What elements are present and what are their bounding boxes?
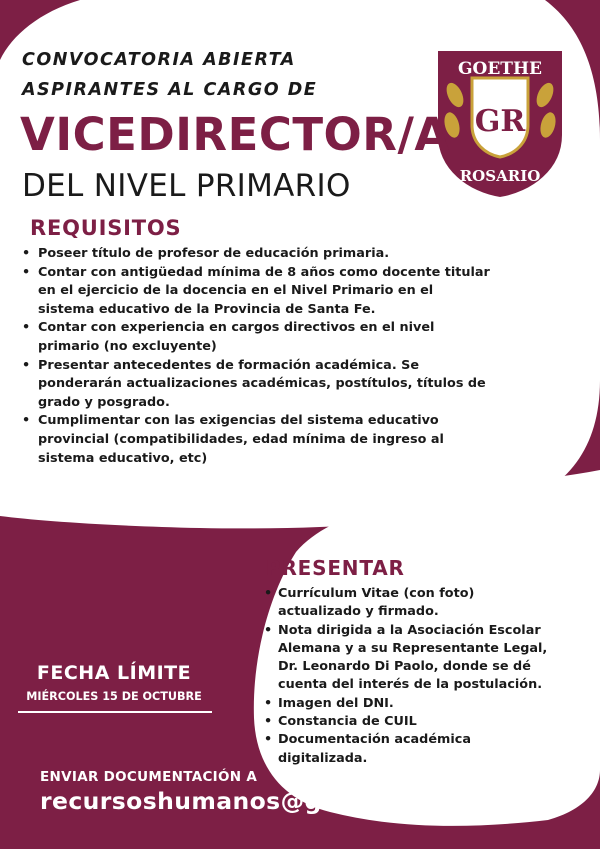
list-item: • Constancia de CUIL: [262, 713, 552, 731]
call-heading-line2: ASPIRANTES AL CARGO DE: [22, 80, 318, 100]
list-item: • Presentar antecedentes de formación académica. Se ponderarán actualizaciones académicas, postítulos, títulos de grado y posgrado.: [20, 357, 490, 413]
deadline-heading: FECHA LÍMITE: [36, 662, 192, 684]
list-item: • Nota dirigida a la Asociación Escolar Alemana y a su Representante Legal, Dr. Leonardo Di Paolo, donde se dé cuenta del interés de la postulación.: [262, 622, 552, 695]
crest-monogram: GR: [474, 104, 526, 139]
position-title: VICEDIRECTOR/A: [20, 108, 450, 161]
list-item: • Cumplimentar con las exigencias del sistema educativo provincial (compatibilidades, edad mínima de ingreso al sistema educativo, etc): [20, 412, 490, 468]
requirements-list: [20, 245, 490, 468]
requirements-heading: REQUISITOS: [30, 216, 182, 240]
list-item: • Imagen del DNI.: [262, 695, 552, 713]
submit-list: [262, 585, 552, 768]
list-item: • Contar con experiencia en cargos directivos en el nivel primario (no excluyente): [20, 319, 490, 356]
call-heading-line1: CONVOCATORIA ABIERTA: [22, 50, 296, 70]
submit-heading: PRESENTAR: [266, 556, 405, 580]
crest-top-text: GOETHE: [458, 59, 542, 79]
deadline-date: MIÉRCOLES 15 DE OCTUBRE: [26, 690, 202, 703]
contact-email-link[interactable]: recursoshumanos@goetherosario.org: [40, 787, 551, 815]
send-documents-label: ENVIAR DOCUMENTACIÓN A: [40, 769, 258, 785]
list-item: • Poseer título de profesor de educación primaria.: [20, 245, 490, 264]
list-item: • Currículum Vitae (con foto) actualizado y firmado.: [262, 585, 552, 622]
position-level: DEL NIVEL PRIMARIO: [22, 168, 351, 204]
deadline-underline: [18, 711, 212, 713]
list-item: • Documentación académica digitalizada.: [262, 731, 552, 768]
list-item: • Contar con antigüedad mínima de 8 años como docente titular en el ejercicio de la docencia en el Nivel Primario en el sistema educativo de la Provincia de Santa Fe.: [20, 264, 490, 320]
crest-bottom-text: ROSARIO: [459, 167, 541, 185]
